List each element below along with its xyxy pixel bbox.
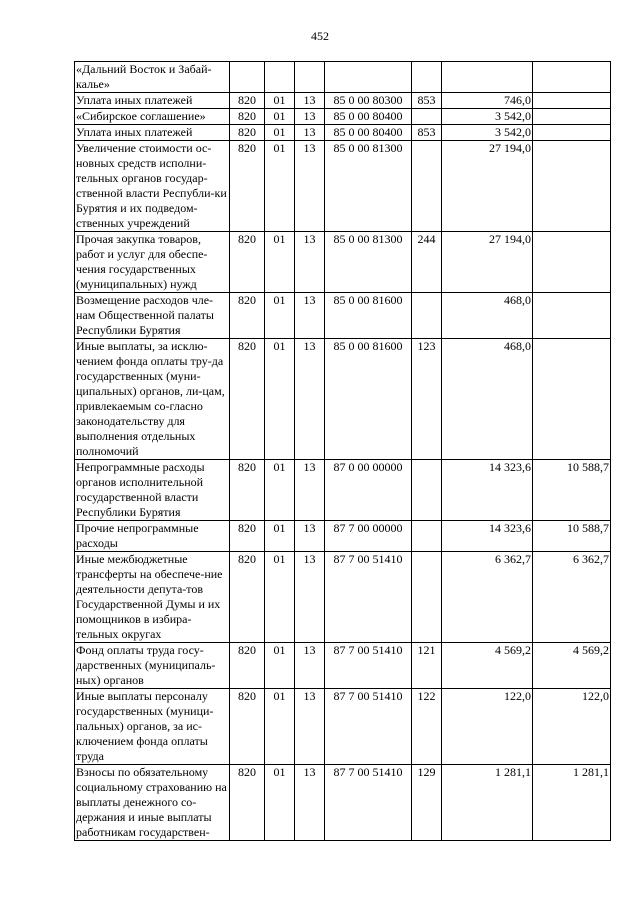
subsection-cell: 13	[295, 293, 325, 339]
subsection-cell: 13	[295, 521, 325, 552]
row-name-cell: «Дальний Восток и Забай-кальe»	[75, 62, 230, 93]
section-cell: 01	[265, 125, 295, 141]
target-item-cell: 85 0 00 80400	[325, 125, 412, 141]
amount-federal-cell: 1 281,1	[533, 765, 611, 841]
amount-federal-cell: 10 588,7	[533, 460, 611, 521]
table-row	[75, 62, 611, 93]
section-cell: 01	[265, 293, 295, 339]
table-row	[75, 339, 611, 460]
expense-type-cell	[412, 62, 442, 93]
row-name-cell: Иные межбюджетные трансферты на обеспече-ние деятельности депута-тов Государственной Думы и их помощников в избира-тельных округах	[75, 552, 230, 643]
amount-federal-cell	[533, 339, 611, 460]
amount-cell: 746,0	[442, 93, 533, 109]
amount-cell: 122,0	[442, 689, 533, 765]
target-item-cell: 87 7 00 51410	[325, 552, 412, 643]
expense-type-cell: 853	[412, 125, 442, 141]
target-item-cell: 85 0 00 80300	[325, 93, 412, 109]
expense-type-cell	[412, 109, 442, 125]
ved-cell: 820	[230, 689, 265, 765]
amount-cell: 3 542,0	[442, 125, 533, 141]
table-row	[75, 109, 611, 125]
row-name-cell: Уплата иных платежей	[75, 93, 230, 109]
ved-cell: 820	[230, 765, 265, 841]
ved-cell: 820	[230, 232, 265, 293]
section-cell: 01	[265, 643, 295, 689]
ved-cell: 820	[230, 643, 265, 689]
expense-type-cell: 123	[412, 339, 442, 460]
section-cell: 01	[265, 552, 295, 643]
page-number: 452	[311, 29, 329, 43]
section-cell: 01	[265, 93, 295, 109]
target-item-cell: 87 0 00 00000	[325, 460, 412, 521]
subsection-cell: 13	[295, 141, 325, 232]
amount-cell: 6 362,7	[442, 552, 533, 643]
budget-table-body	[75, 62, 611, 841]
table-row	[75, 141, 611, 232]
expense-type-cell	[412, 293, 442, 339]
ved-cell: 820	[230, 293, 265, 339]
section-cell: 01	[265, 521, 295, 552]
section-cell: 01	[265, 460, 295, 521]
amount-federal-cell	[533, 293, 611, 339]
ved-cell: 820	[230, 552, 265, 643]
subsection-cell: 13	[295, 339, 325, 460]
target-item-cell: 87 7 00 51410	[325, 689, 412, 765]
table-row	[75, 125, 611, 141]
subsection-cell: 13	[295, 460, 325, 521]
table-row	[75, 552, 611, 643]
amount-cell: 14 323,6	[442, 460, 533, 521]
target-item-cell: 85 0 00 81600	[325, 293, 412, 339]
section-cell: 01	[265, 339, 295, 460]
table-row	[75, 765, 611, 841]
amount-federal-cell	[533, 62, 611, 93]
amount-cell: 1 281,1	[442, 765, 533, 841]
section-cell	[265, 62, 295, 93]
row-name-cell: Фонд оплаты труда госу-дарственных (муниципаль-ных) органов	[75, 643, 230, 689]
subsection-cell: 13	[295, 689, 325, 765]
amount-federal-cell	[533, 125, 611, 141]
ved-cell: 820	[230, 93, 265, 109]
subsection-cell: 13	[295, 765, 325, 841]
amount-federal-cell	[533, 93, 611, 109]
section-cell: 01	[265, 141, 295, 232]
expense-type-cell	[412, 460, 442, 521]
amount-cell: 468,0	[442, 293, 533, 339]
table-row	[75, 93, 611, 109]
expense-type-cell: 121	[412, 643, 442, 689]
target-item-cell: 85 0 00 81600	[325, 339, 412, 460]
amount-cell: 4 569,2	[442, 643, 533, 689]
expense-type-cell	[412, 521, 442, 552]
expense-type-cell: 853	[412, 93, 442, 109]
row-name-cell: Иные выплаты персоналу государственных (муници-пальных) органов, за ис-ключением фонда оплаты труда	[75, 689, 230, 765]
ved-cell: 820	[230, 521, 265, 552]
amount-cell: 14 323,6	[442, 521, 533, 552]
amount-federal-cell: 4 569,2	[533, 643, 611, 689]
subsection-cell: 13	[295, 552, 325, 643]
row-name-cell: Прочая закупка товаров, работ и услуг для обеспе-чения государственных (муниципальных) нужд	[75, 232, 230, 293]
subsection-cell: 13	[295, 643, 325, 689]
table-row	[75, 643, 611, 689]
target-item-cell: 87 7 00 51410	[325, 643, 412, 689]
amount-federal-cell: 6 362,7	[533, 552, 611, 643]
table-row	[75, 521, 611, 552]
row-name-cell: Прочие непрограммные расходы	[75, 521, 230, 552]
row-name-cell: Непрограммные расходы органов исполнительной государственной власти Республики Бурятия	[75, 460, 230, 521]
expense-type-cell	[412, 552, 442, 643]
subsection-cell	[295, 62, 325, 93]
amount-cell: 3 542,0	[442, 109, 533, 125]
row-name-cell: Увеличение стоимости ос-новных средств исполни-тельных органов государ-ственной власти Республи-ки Бурятия и их подведом-ственных учреждений	[75, 141, 230, 232]
target-item-cell: 85 0 00 81300	[325, 232, 412, 293]
amount-federal-cell	[533, 109, 611, 125]
section-cell: 01	[265, 765, 295, 841]
amount-federal-cell: 10 588,7	[533, 521, 611, 552]
subsection-cell: 13	[295, 125, 325, 141]
section-cell: 01	[265, 109, 295, 125]
target-item-cell: 87 7 00 00000	[325, 521, 412, 552]
subsection-cell: 13	[295, 109, 325, 125]
expense-type-cell: 244	[412, 232, 442, 293]
expense-type-cell	[412, 141, 442, 232]
table-row	[75, 460, 611, 521]
ved-cell: 820	[230, 109, 265, 125]
amount-cell: 27 194,0	[442, 232, 533, 293]
section-cell: 01	[265, 232, 295, 293]
target-item-cell: 85 0 00 80400	[325, 109, 412, 125]
amount-cell: 27 194,0	[442, 141, 533, 232]
budget-table	[74, 61, 611, 841]
row-name-cell: Иные выплаты, за исклю-чением фонда оплаты тру-да государственных (муни-ципальных) органов, ли-цам, привлекаемым со-гласно законодательству для выполнения отдельных полномочий	[75, 339, 230, 460]
subsection-cell: 13	[295, 93, 325, 109]
amount-federal-cell: 122,0	[533, 689, 611, 765]
expense-type-cell: 129	[412, 765, 442, 841]
table-row	[75, 689, 611, 765]
table-row	[75, 232, 611, 293]
ved-cell	[230, 62, 265, 93]
table-row	[75, 293, 611, 339]
target-item-cell: 85 0 00 81300	[325, 141, 412, 232]
subsection-cell: 13	[295, 232, 325, 293]
row-name-cell: Возмещение расходов чле-нам Общественной палаты Республики Бурятия	[75, 293, 230, 339]
amount-federal-cell	[533, 141, 611, 232]
amount-federal-cell	[533, 232, 611, 293]
expense-type-cell: 122	[412, 689, 442, 765]
target-item-cell: 87 7 00 51410	[325, 765, 412, 841]
ved-cell: 820	[230, 339, 265, 460]
row-name-cell: «Сибирское соглашение»	[75, 109, 230, 125]
amount-cell	[442, 62, 533, 93]
target-item-cell	[325, 62, 412, 93]
section-cell: 01	[265, 689, 295, 765]
row-name-cell: Взносы по обязательному социальному страхованию на выплаты денежного со-держания и иные выплаты работникам государствен-	[75, 765, 230, 841]
row-name-cell: Уплата иных платежей	[75, 125, 230, 141]
ved-cell: 820	[230, 460, 265, 521]
amount-cell: 468,0	[442, 339, 533, 460]
ved-cell: 820	[230, 141, 265, 232]
ved-cell: 820	[230, 125, 265, 141]
